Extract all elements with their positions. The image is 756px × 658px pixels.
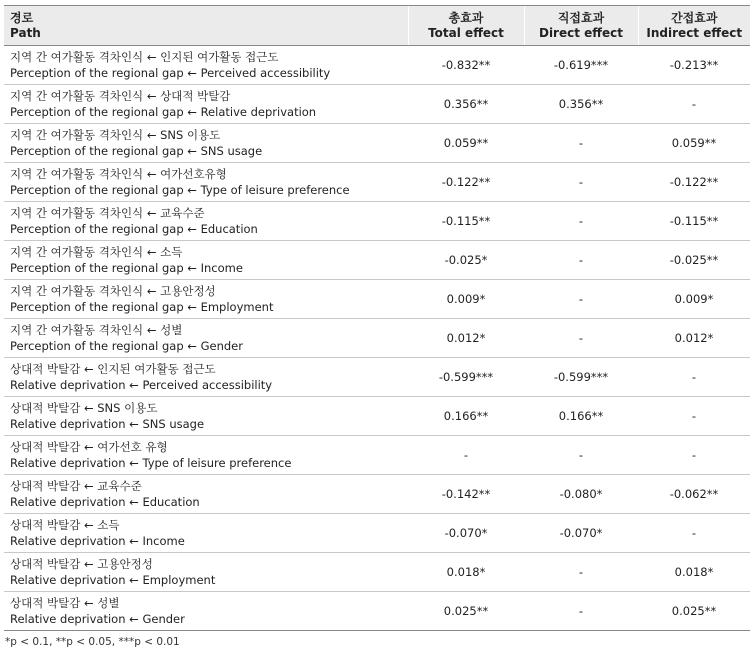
direct-effect-cell: - <box>524 319 638 358</box>
path-en: Perception of the regional gap ← SNS usage <box>10 144 263 158</box>
table-row <box>4 46 750 85</box>
indirect-effect-cell: - <box>638 358 750 397</box>
table-row <box>4 163 750 202</box>
header-total-effect <box>408 6 524 46</box>
table-row <box>4 280 750 319</box>
total-effect-cell: -0.070* <box>408 514 524 553</box>
header-indirect-en: Indirect effect <box>646 25 743 40</box>
path-cell <box>4 358 408 397</box>
path-cell <box>4 514 408 553</box>
path-cell <box>4 85 408 124</box>
indirect-effect-cell: - <box>638 397 750 436</box>
header-total-en: Total effect <box>428 25 504 40</box>
direct-effect-cell: - <box>524 163 638 202</box>
path-en: Relative deprivation ← Gender <box>10 612 185 626</box>
table-row <box>4 319 750 358</box>
total-effect-cell: 0.009* <box>408 280 524 319</box>
total-effect-cell: -0.122** <box>408 163 524 202</box>
direct-effect-cell: -0.070* <box>524 514 638 553</box>
indirect-effect-cell: 0.018* <box>638 553 750 592</box>
path-ko: 상대적 박탈감 ← 소득 <box>10 518 120 532</box>
path-ko: 지역 간 여가활동 격차인식 ← 인지된 여가활동 접근도 <box>10 50 279 64</box>
path-ko: 지역 간 여가활동 격차인식 ← 소득 <box>10 245 183 259</box>
table-row <box>4 202 750 241</box>
header-path-ko: 경로 <box>10 10 34 25</box>
direct-effect-cell: 0.166** <box>524 397 638 436</box>
path-ko: 지역 간 여가활동 격차인식 ← 성별 <box>10 323 183 337</box>
path-ko: 상대적 박탈감 ← 교육수준 <box>10 479 142 493</box>
path-cell <box>4 475 408 514</box>
total-effect-cell: 0.012* <box>408 319 524 358</box>
table-row <box>4 85 750 124</box>
path-cell <box>4 46 408 85</box>
total-effect-cell: 0.059** <box>408 124 524 163</box>
total-effect-cell: 0.018* <box>408 553 524 592</box>
indirect-effect-cell: - <box>638 85 750 124</box>
table-row <box>4 124 750 163</box>
path-en: Perception of the regional gap ← Gender <box>10 339 243 353</box>
indirect-effect-cell: - <box>638 514 750 553</box>
header-indirect-ko: 간접효과 <box>671 10 718 25</box>
table-header-row <box>4 6 750 46</box>
table-row <box>4 241 750 280</box>
path-cell <box>4 280 408 319</box>
path-en: Perception of the regional gap ← Type of leisure preference <box>10 183 350 197</box>
path-en: Relative deprivation ← SNS usage <box>10 417 205 431</box>
path-en: Relative deprivation ← Employment <box>10 573 216 587</box>
table-row <box>4 436 750 475</box>
header-total-ko: 총효과 <box>448 10 484 25</box>
path-cell <box>4 202 408 241</box>
total-effect-cell: 0.166** <box>408 397 524 436</box>
path-ko: 지역 간 여가활동 격차인식 ← 여가선호유형 <box>10 167 227 181</box>
direct-effect-cell: - <box>524 553 638 592</box>
path-cell <box>4 124 408 163</box>
direct-effect-cell: -0.599*** <box>524 358 638 397</box>
indirect-effect-cell: 0.025** <box>638 592 750 631</box>
effects-table <box>4 5 750 631</box>
total-effect-cell: 0.356** <box>408 85 524 124</box>
significance-footnote: *p < 0.1, **p < 0.05, ***p < 0.01 <box>5 636 180 648</box>
path-en: Relative deprivation ← Perceived accessibility <box>10 378 273 392</box>
path-en: Perception of the regional gap ← Income <box>10 261 243 275</box>
header-path-en: Path <box>10 25 41 40</box>
path-en: Perception of the regional gap ← Relative deprivation <box>10 105 317 119</box>
table-row <box>4 553 750 592</box>
path-en: Relative deprivation ← Income <box>10 534 185 548</box>
total-effect-cell: -0.142** <box>408 475 524 514</box>
direct-effect-cell: - <box>524 280 638 319</box>
path-cell <box>4 319 408 358</box>
path-en: Perception of the regional gap ← Perceived accessibility <box>10 66 331 80</box>
header-direct-effect <box>524 6 638 46</box>
total-effect-cell: -0.832** <box>408 46 524 85</box>
indirect-effect-cell: - <box>638 436 750 475</box>
header-path <box>4 6 408 46</box>
indirect-effect-cell: 0.009* <box>638 280 750 319</box>
path-en: Perception of the regional gap ← Education <box>10 222 258 236</box>
indirect-effect-cell: -0.213** <box>638 46 750 85</box>
path-cell <box>4 397 408 436</box>
table-row <box>4 397 750 436</box>
table-row <box>4 358 750 397</box>
direct-effect-cell: - <box>524 241 638 280</box>
path-ko: 지역 간 여가활동 격차인식 ← 교육수준 <box>10 206 205 220</box>
header-direct-ko: 직접효과 <box>557 10 605 25</box>
path-ko: 상대적 박탈감 ← SNS 이용도 <box>10 401 158 415</box>
direct-effect-cell: - <box>524 592 638 631</box>
indirect-effect-cell: -0.122** <box>638 163 750 202</box>
direct-effect-cell: 0.356** <box>524 85 638 124</box>
indirect-effect-cell: -0.025** <box>638 241 750 280</box>
indirect-effect-cell: -0.115** <box>638 202 750 241</box>
path-ko: 지역 간 여가활동 격차인식 ← 상대적 박탈감 <box>10 89 231 103</box>
indirect-effect-cell: -0.062** <box>638 475 750 514</box>
indirect-effect-cell: 0.059** <box>638 124 750 163</box>
table-row <box>4 514 750 553</box>
direct-effect-cell: -0.080* <box>524 475 638 514</box>
direct-effect-cell: -0.619*** <box>524 46 638 85</box>
total-effect-cell: -0.599*** <box>408 358 524 397</box>
path-en: Perception of the regional gap ← Employment <box>10 300 274 314</box>
path-ko: 지역 간 여가활동 격차인식 ← 고용안정성 <box>10 284 216 298</box>
path-en: Relative deprivation ← Type of leisure preference <box>10 456 292 470</box>
path-ko: 상대적 박탈감 ← 여가선호 유형 <box>10 440 168 454</box>
direct-effect-cell: - <box>524 124 638 163</box>
path-cell <box>4 163 408 202</box>
path-cell <box>4 241 408 280</box>
header-indirect-effect <box>638 6 750 46</box>
path-cell <box>4 436 408 475</box>
path-cell <box>4 592 408 631</box>
path-ko: 지역 간 여가활동 격차인식 ← SNS 이용도 <box>10 128 221 142</box>
header-direct-en: Direct effect <box>538 25 623 40</box>
table-row <box>4 592 750 631</box>
path-en: Relative deprivation ← Education <box>10 495 200 509</box>
indirect-effect-cell: 0.012* <box>638 319 750 358</box>
path-ko: 상대적 박탈감 ← 고용안정성 <box>10 557 153 571</box>
table-row <box>4 475 750 514</box>
direct-effect-cell: - <box>524 436 638 475</box>
total-effect-cell: 0.025** <box>408 592 524 631</box>
direct-effect-cell: - <box>524 202 638 241</box>
path-cell <box>4 553 408 592</box>
total-effect-cell: -0.025* <box>408 241 524 280</box>
total-effect-cell: -0.115** <box>408 202 524 241</box>
path-ko: 상대적 박탈감 ← 인지된 여가활동 접근도 <box>10 362 216 376</box>
path-ko: 상대적 박탈감 ← 성별 <box>10 596 120 610</box>
total-effect-cell: - <box>408 436 524 475</box>
